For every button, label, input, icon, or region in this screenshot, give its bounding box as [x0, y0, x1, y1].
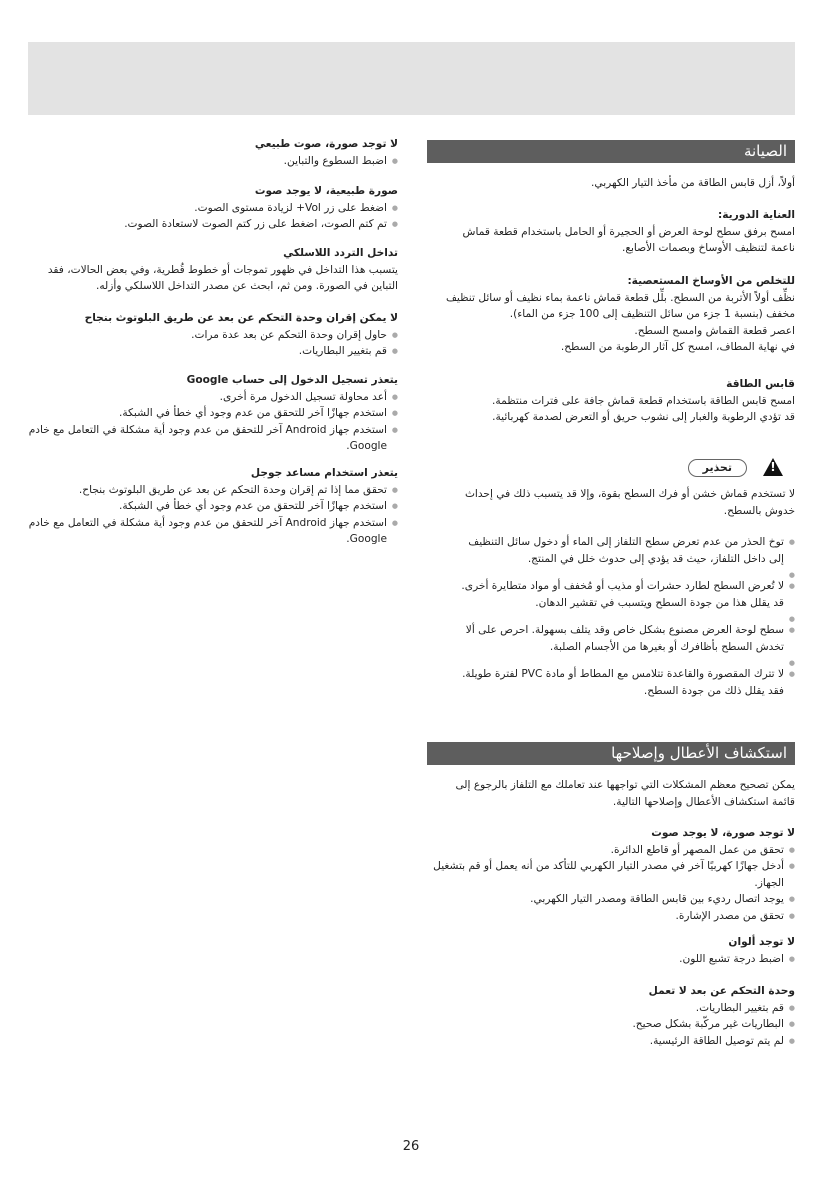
list-item: ● استخدم جهاز Android آخر للتحقق من عدم وجود أية مشكلة في التعامل مع خادم Google. — [28, 515, 398, 548]
unnatural-picture: لا توجد صورة، صوت طبيعي ● اضبط السطوع والتباين. — [28, 136, 398, 169]
warning-row: ! تحذير — [427, 458, 795, 482]
list-item: ● استخدم جهازًا آخر للتحقق من عدم وجود أي خطأ في الشبكة. — [28, 498, 398, 515]
list-item: ● قم بتغيير البطاريات. — [28, 343, 398, 360]
troubleshooting-intro: يمكن تصحيح معظم المشكلات التي تواجهها عند تعاملك مع التلفاز بالرجوع إلى قائمة استكشاف الأعطال وإصلاحها التالية. — [455, 779, 795, 808]
bluetooth-pairing: لا يمكن إقران وحدة التحكم عن بعد عن طريق البلوتوث بنجاح ● حاول إقران وحدة التحكم عن بعد عدة مرات. ● قم بتغيير البطاريات. — [28, 310, 398, 360]
routine-care: العناية الدورية: امسح برفق سطح لوحة العرض أو الحجيرة أو الحامل باستخدام قطعة قماش ناعمة لتنظيف الأوساخ وبصمات الأصابع. — [427, 207, 795, 257]
no-colour: لا توجد ألوان ● اضبط درجة تشبع اللون. — [427, 934, 795, 967]
stubborn-heading: للتخلص من الأوساخ المستعصية: — [627, 275, 795, 287]
maintenance-intro: أولاً، أزل قابس الطاقة من مأخذ التيار الكهربي. — [591, 177, 795, 189]
list-item: ● قم بتغيير البطاريات. — [427, 1000, 795, 1017]
list-item: ● استخدم جهازًا آخر للتحقق من عدم وجود أي خطأ في الشبكة. — [28, 405, 398, 422]
list-item: ● تحقق من عمل المصهر أو قاطع الدائرة. — [427, 842, 795, 859]
list-item: ● تحقق من مصدر الإشارة. — [427, 908, 795, 925]
google-login: يتعذر تسجيل الدخول إلى حساب Google ● أعد محاولة تسجيل الدخول مرة أخرى. ● استخدم جهازًا آخر للتحقق من عدم وجود أي خطأ في الشبكة. ● استخدم جهاز Android آخر للتحقق من عدم وجود أية مشكلة في التعامل مع خادم Google. — [28, 372, 398, 455]
stubborn-dirt: للتخلص من الأوساخ المستعصية: نظِّف أولاً الأتربة من السطح. بلِّل قطعة قماش ناعمة بماء نظيف أو سائل تنظيف مخفف (بنسبة 1 جزء من سائل التنظيف إلى 100 جزء من الماء). اعصر قطعة القماش وامسح السطح. في نهاية المطاف، امسح كل آثار الرطوبة من السطح. — [427, 273, 795, 356]
list-item: ● اضبط السطوع والتباين. — [28, 153, 398, 170]
list-item: ● لا تترك المقصورة والقاعدة تتلامس مع المطاط أو مادة PVC لفترة طويلة. فقد يقلل ذلك من جودة السطح. — [427, 666, 795, 699]
header-bar — [28, 42, 795, 115]
power-plug: قابس الطاقة امسح قابس الطاقة باستخدام قطعة قماش جافة على فترات منتظمة. قد تؤدي الرطوبة والغبار إلى نشوب حريق أو التعرض لصدمة كهربائية. — [427, 376, 795, 426]
list-item: ● توخ الحذر من عدم تعرض سطح التلفاز إلى الماء أو دخول سائل التنظيف إلى داخل التلفاز، حيث قد يؤدي إلى حدوث خلل في المنتج. — [427, 534, 795, 567]
no-sound: صورة طبيعية، لا يوجد صوت ● اضغط على زر Vol+ لزيادة مستوى الصوت. ● تم كتم الصوت، اضغط على زر كتم الصوت لاستعادة الصوت. — [28, 183, 398, 233]
list-item: ● لم يتم توصيل الطاقة الرئيسية. — [427, 1033, 795, 1050]
rf-interference: تداخل التردد اللاسلكي يتسبب هذا التداخل في ظهور تموجات أو خطوط قُطرية، وفي بعض الحالات، فقد التباين في الصورة. ومن ثم، ابحث عن مصدر التداخل اللاسلكي وأزله. — [47, 247, 398, 292]
list-item: ● استخدم جهاز Android آخر للتحقق من عدم وجود أية مشكلة في التعامل مع خادم Google. — [28, 422, 398, 455]
list-item: ● حاول إقران وحدة التحكم عن بعد عدة مرات. — [28, 327, 398, 344]
list-item: ● يوجد اتصال رديء بين قابس الطاقة ومصدر التيار الكهربي. — [427, 891, 795, 908]
maintenance-bullets — [427, 534, 795, 699]
plug-heading: قابس الطاقة — [726, 378, 795, 390]
page-number: 26 — [402, 1139, 420, 1154]
list-item: ● البطاريات غير مركّبة بشكل صحيح. — [427, 1016, 795, 1033]
list-item: ● سطح لوحة العرض مصنوع بشكل خاص وقد يتلف بسهولة. احرص على ألا تخدش السطح بأظافرك أو بغيرها من الأجسام الصلبة. — [427, 622, 795, 655]
list-item: ● أدخل جهازًا كهربيًا آخر في مصدر التيار الكهربي للتأكد من أنه يعمل أو قم بتشغيل الجهاز. — [427, 858, 795, 891]
list-item: ● اضغط على زر Vol+ لزيادة مستوى الصوت. — [28, 200, 398, 217]
warning-label: تحذير — [688, 459, 747, 477]
list-item: ● تم كتم الصوت، اضغط على زر كتم الصوت لاستعادة الصوت. — [28, 216, 398, 233]
list-item: ● اضبط درجة تشبع اللون. — [427, 951, 795, 968]
troubleshooting-section-title: استكشاف الأعطال وإصلاحها — [427, 742, 795, 765]
warning-text: لا تستخدم قماش خشن أو فرك السطح بقوة، وإلا قد يتسبب ذلك في إحداث خدوش بالسطح. — [464, 488, 795, 517]
list-item: ● أعد محاولة تسجيل الدخول مرة أخرى. — [28, 389, 398, 406]
no-picture-no-sound: لا توجد صورة، لا يوجد صوت ● تحقق من عمل المصهر أو قاطع الدائرة. ● أدخل جهازًا كهربيًا آخر في مصدر التيار الكهربي للتأكد من أنه يعمل أو قم بتشغيل الجهاز. ● يوجد اتصال رديء بين قابس الطاقة ومصدر التيار الكهربي. ● تحقق من مصدر الإشارة. — [427, 825, 795, 924]
remote-not-working: وحدة التحكم عن بعد لا تعمل ● قم بتغيير البطاريات. ● البطاريات غير مركّبة بشكل صحيح. ● لم يتم توصيل الطاقة الرئيسية. — [427, 983, 795, 1049]
list-item: ● لا تُعرض السطح لطارد حشرات أو مذيب أو مُخفف أو مواد متطايرة أخرى. قد يقلل هذا من جودة السطح ويتسبب في تقشير الدهان. — [427, 578, 795, 611]
list-item: ● تحقق مما إذا تم إقران وحدة التحكم عن بعد عن طريق البلوتوث بنجاح. — [28, 482, 398, 499]
routine-heading: العناية الدورية: — [717, 209, 795, 221]
google-assistant: يتعذر استخدام مساعد جوجل ● تحقق مما إذا تم إقران وحدة التحكم عن بعد عن طريق البلوتوث بنجاح. ● استخدم جهازًا آخر للتحقق من عدم وجود أي خطأ في الشبكة. ● استخدم جهاز Android آخر للتحقق من عدم وجود أية مشكلة في التعامل مع خادم Google. — [28, 465, 398, 548]
maintenance-section-title: الصيانة — [427, 140, 795, 163]
